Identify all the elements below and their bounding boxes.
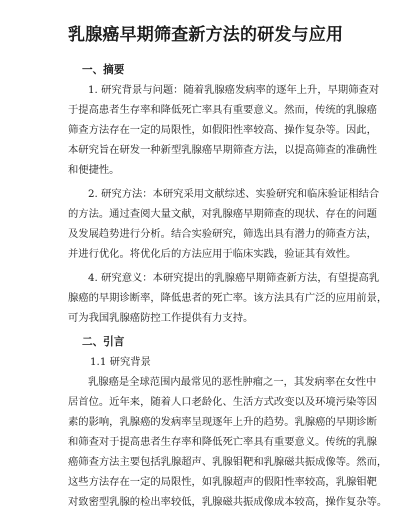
text-line: 的方法。通过查阅大量文献，对乳腺癌早期筛查的现状、存在的问题	[68, 208, 377, 220]
text-line: 乳腺癌是全球范围内最常见的恶性肿瘤之一，其发病率在女性中	[88, 376, 377, 388]
text-line: 和筛查对于提高患者生存率和降低死亡率具有重要意义。传统的乳腺	[68, 436, 377, 448]
introduction-paragraph	[68, 372, 388, 512]
abstract-paragraph-methods	[68, 184, 380, 264]
text-line: 1. 研究背景与问题：随着乳腺癌发病率的逐年上升，早期筛查对	[88, 84, 380, 96]
text-line: 并进行优化。将优化后的方法应用于临床实践，验证其有效性。	[68, 248, 357, 260]
text-line: 4. 研究意义：本研究提出的乳腺癌早期筛查新方法，有望提高乳	[88, 272, 380, 284]
document-title: 乳腺癌早期筛查新方法的研发与应用	[68, 25, 344, 45]
subsection-heading-background: 1.1 研究背景	[90, 356, 151, 368]
abstract-paragraph-significance	[68, 268, 388, 328]
section-heading-abstract: 一、摘要	[82, 64, 125, 76]
text-line: 2. 研究方法：本研究采用文献综述、实验研究和临床验证相结合	[88, 188, 380, 200]
text-line: 于提高患者生存率和降低死亡率具有重要意义。然而，传统的乳腺癌	[68, 104, 377, 116]
text-line: 筛查方法存在一定的局限性，如假阳性率较高、操作复杂等。因此，	[68, 124, 377, 136]
text-line: 腺癌的早期诊断率，降低患者的死亡率。该方法具有广泛的应用前景，	[68, 292, 388, 304]
text-line: 本研究旨在研发一种新型乳腺癌早期筛查方法，以提高筛查的准确性	[68, 144, 377, 156]
section-heading-introduction: 二、引言	[82, 336, 125, 348]
text-line: 和便捷性。	[68, 164, 120, 176]
text-line: 癌筛查方法主要包括乳腺超声、乳腺钼靶和乳腺磁共振成像等。然而，	[68, 456, 388, 468]
text-line: 居首位。近年来，随着人口老龄化、生活方式改变以及环境污染等因	[68, 396, 377, 408]
abstract-paragraph-background	[68, 80, 380, 180]
text-line: 这些方法存在一定的局限性，如乳腺超声的假阳性率较高，乳腺钼靶	[68, 476, 377, 488]
text-line: 及发展趋势进行分析。结合实验研究，筛选出具有潜力的筛查方法，	[68, 228, 377, 240]
text-line: 素的影响，乳腺癌的发病率呈现逐年上升的趋势。乳腺癌的早期诊断	[68, 416, 377, 428]
text-line: 可为我国乳腺癌防控工作提供有力支持。	[68, 312, 254, 324]
text-line: 对致密型乳腺的检出率较低，乳腺磁共振成像成本较高，操作复杂等。	[68, 496, 388, 508]
